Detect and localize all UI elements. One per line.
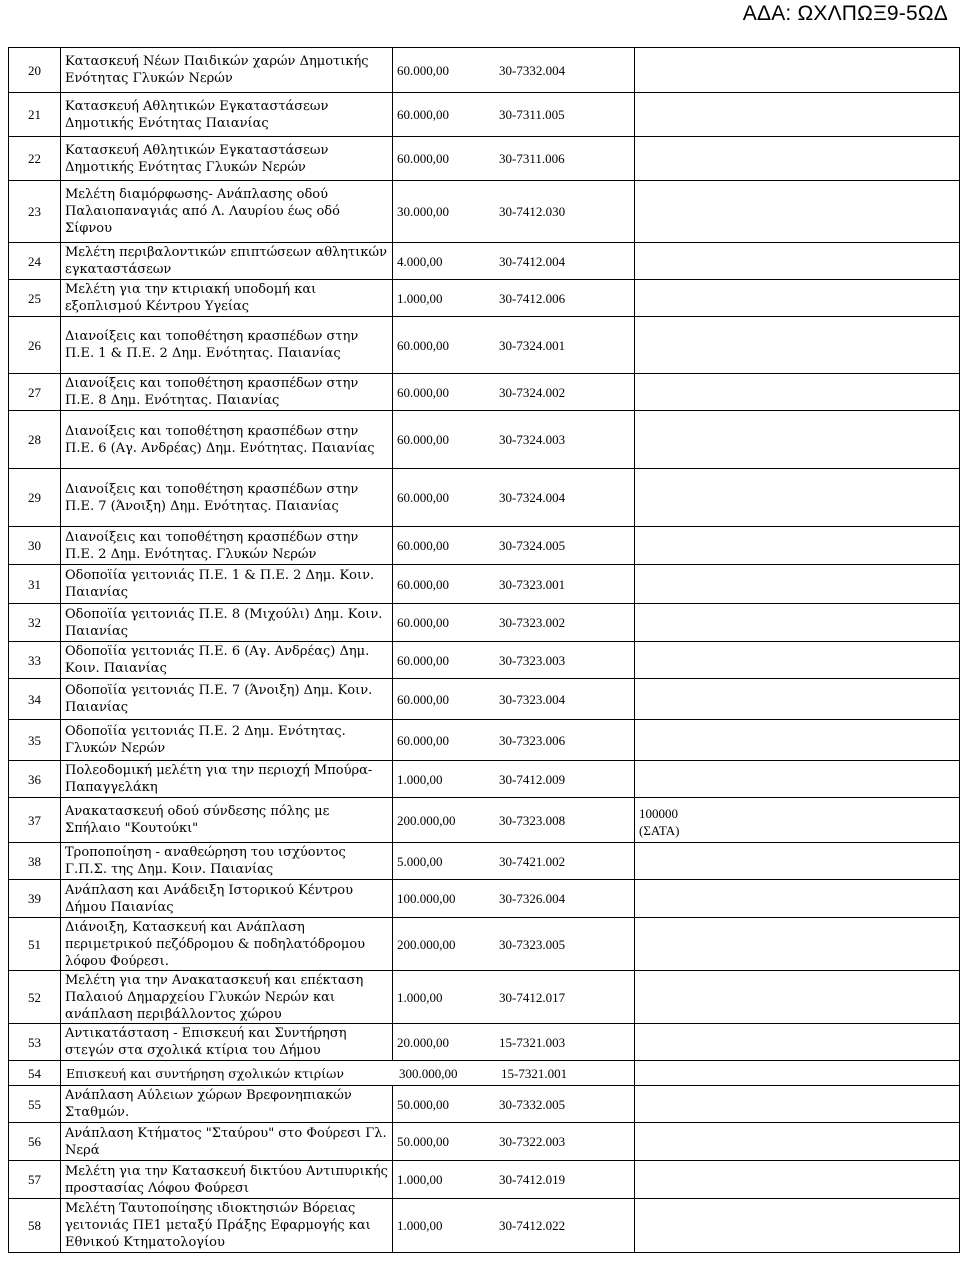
row-number: 30 [9, 527, 61, 565]
row-description: Μελέτη για την Κατασκευή δικτύου Αντιπυρικής προστασίας Λόφου Φούρεσι [61, 1161, 393, 1199]
row-code: 30-7412.006 [499, 290, 566, 306]
row-description: Διάνοιξη, Κατασκευή και Ανάπλαση περιμετρικού πεζόδρομου & ποδηλατόδρομου λόφου Φούρεσι. [61, 918, 393, 971]
row-description: Διανοίξεις και τοποθέτηση κρασπέδων στην Π.Ε. 8 Δημ. Ενότητας. Παιανίας [61, 374, 393, 411]
row-code: 15-7321.003 [499, 1034, 566, 1050]
row-value-cell [393, 48, 635, 93]
row-number: 52 [9, 971, 61, 1024]
row-code: 15-7321.001 [501, 1065, 568, 1081]
empty-cell [635, 604, 960, 642]
row-value-cell [393, 181, 635, 243]
row-code: 30-7324.002 [499, 384, 566, 400]
row-code: 30-7323.004 [499, 691, 566, 707]
row-code: 30-7421.002 [499, 853, 566, 869]
empty-cell [635, 843, 960, 880]
row-amount: 60.000,00 [397, 652, 449, 668]
row-value-cell [393, 411, 635, 469]
table-row [9, 565, 960, 604]
row-amount: 50.000,00 [397, 1096, 449, 1112]
table-row [9, 374, 960, 411]
row-amount: 60.000,00 [397, 732, 449, 748]
row-description: Ανάπλαση Κτήματος "Σταύρου" στο Φούρεσι Γλ. Νερά [61, 1123, 393, 1161]
row-number: 37 [9, 798, 61, 843]
empty-cell [635, 48, 960, 93]
table-row [9, 679, 960, 720]
row-number: 32 [9, 604, 61, 642]
table-row [9, 1123, 960, 1161]
row-description: Οδοποϊία γειτονιάς Π.Ε. 7 (Άνοιξη) Δημ. Κοιν. Παιανίας [61, 679, 393, 720]
row-amount: 60.000,00 [397, 62, 449, 78]
row-number: 33 [9, 642, 61, 679]
row-number: 51 [9, 918, 61, 971]
row-note [635, 798, 960, 843]
row-value-cell [393, 469, 635, 527]
row-value-cell [393, 527, 635, 565]
empty-cell [635, 469, 960, 527]
empty-cell [635, 1086, 960, 1123]
row-value-cell [393, 1161, 635, 1199]
row-number: 27 [9, 374, 61, 411]
table-row [9, 317, 960, 374]
row-description: Ανάπλαση και Ανάδειξη Ιστορικού Κέντρου Δήμου Παιανίας [61, 880, 393, 918]
row-description: Μελέτη Ταυτοποίησης ιδιοκτησιών Βόρειας γειτονιάς ΠΕ1 μεταξύ Πράξης Εφαρμογής και Εθνικού Κτηματολογίου [61, 1199, 393, 1253]
table-row [9, 181, 960, 243]
empty-cell [635, 411, 960, 469]
row-number: 31 [9, 565, 61, 604]
table-row [9, 243, 960, 280]
row-description: Διανοίξεις και τοποθέτηση κρασπέδων στην Π.Ε. 6 (Αγ. Ανδρέας) Δημ. Ενότητας. Παιανίας [61, 411, 393, 469]
empty-cell [635, 565, 960, 604]
row-description: Οδοποϊία γειτονιάς Π.Ε. 6 (Αγ. Ανδρέας) Δημ. Κοιν. Παιανίας [61, 642, 393, 679]
row-value-cell [393, 1123, 635, 1161]
row-description: Τροποποίηση - αναθεώρηση του ισχύοντος Γ.Π.Σ. της Δημ. Κοιν. Παιανίας [61, 843, 393, 880]
row-value-cell [393, 374, 635, 411]
row-number: 24 [9, 243, 61, 280]
row-value-cell [393, 137, 635, 181]
table-row [9, 1024, 960, 1061]
merged-cell [61, 1061, 635, 1086]
row-amount: 200.000,00 [397, 936, 456, 952]
empty-cell [635, 642, 960, 679]
empty-cell [635, 317, 960, 374]
row-number: 36 [9, 761, 61, 798]
row-value-cell [393, 1024, 635, 1061]
row-amount: 4.000,00 [397, 253, 443, 269]
table-row [9, 48, 960, 93]
row-code: 30-7311.005 [499, 107, 565, 122]
empty-cell [635, 527, 960, 565]
row-amount: 1.000,00 [397, 771, 443, 787]
table-row [9, 93, 960, 137]
row-amount: 50.000,00 [397, 1134, 449, 1149]
row-code: 30-7332.005 [499, 1096, 566, 1112]
empty-cell [635, 93, 960, 137]
empty-cell [635, 918, 960, 971]
row-code: 30-7324.001 [499, 337, 566, 353]
row-number: 25 [9, 280, 61, 317]
row-description: Μελέτη για την κτιριακή υποδομή και εξοπλισμού Κέντρου Υγείας [61, 280, 393, 317]
row-code: 30-7323.002 [499, 615, 566, 630]
row-amount: 60.000,00 [397, 384, 449, 400]
row-number: 53 [9, 1024, 61, 1061]
row-description: Μελέτη περιβαλοντικών επιπτώσεων αθλητικών εγκαταστάσεων [61, 243, 393, 280]
row-value-cell [393, 843, 635, 880]
row-number: 20 [9, 48, 61, 93]
row-value-cell [393, 720, 635, 761]
row-value-cell [393, 280, 635, 317]
empty-cell [635, 720, 960, 761]
empty-cell [635, 1123, 960, 1161]
row-number: 22 [9, 137, 61, 181]
table-row [9, 1061, 960, 1086]
row-number: 29 [9, 469, 61, 527]
row-code: 30-7323.006 [499, 732, 566, 748]
row-code: 30-7324.004 [499, 490, 566, 505]
row-description: Επισκευή και συντήρηση σχολικών κτιρίων [66, 1065, 344, 1081]
row-number: 23 [9, 181, 61, 243]
row-value-cell [393, 642, 635, 679]
table-row [9, 642, 960, 679]
row-description: Οδοποϊία γειτονιάς Π.Ε. 8 (Μιχούλι) Δημ. Κοιν. Παιανίας [61, 604, 393, 642]
row-value-cell [393, 918, 635, 971]
empty-cell [635, 679, 960, 720]
row-code: 30-7412.017 [499, 989, 566, 1005]
table-row [9, 411, 960, 469]
row-value-cell [393, 93, 635, 137]
row-amount: 60.000,00 [397, 576, 449, 592]
row-amount: 100.000,00 [397, 891, 456, 906]
row-code: 30-7412.009 [499, 771, 566, 787]
row-value-cell [393, 679, 635, 720]
table-row [9, 918, 960, 971]
empty-cell [635, 374, 960, 411]
table-row [9, 761, 960, 798]
row-number: 58 [9, 1199, 61, 1253]
row-description: Αντικατάσταση - Επισκευή και Συντήρηση στεγών στα σχολικά κτίρια του Δήμου [61, 1024, 393, 1061]
row-code: 30-7326.004 [499, 891, 566, 906]
row-description: Ανακατασκευή οδού σύνδεσης πόλης με Σπήλαιο "Κουτούκι" [61, 798, 393, 843]
budget-table [8, 47, 960, 1253]
table-row [9, 1086, 960, 1123]
row-value-cell [393, 971, 635, 1024]
row-value-cell [393, 761, 635, 798]
row-code: 30-7324.003 [499, 432, 566, 447]
row-value-cell [393, 317, 635, 374]
empty-cell [635, 1161, 960, 1199]
empty-cell [635, 880, 960, 918]
row-amount: 1.000,00 [397, 989, 443, 1005]
empty-cell [635, 1024, 960, 1061]
row-value-cell [393, 1086, 635, 1123]
table-row [9, 1199, 960, 1253]
table-row [9, 137, 960, 181]
row-number: 28 [9, 411, 61, 469]
table-row [9, 798, 960, 843]
table-row [9, 527, 960, 565]
row-number: 56 [9, 1123, 61, 1161]
row-amount: 1.000,00 [397, 1218, 443, 1233]
row-code: 30-7322.003 [499, 1134, 566, 1149]
row-number: 54 [9, 1061, 61, 1086]
row-number: 34 [9, 679, 61, 720]
row-description: Κατασκευή Νέων Παιδικών χαρών Δημοτικής Ενότητας Γλυκών Νερών [61, 48, 393, 93]
empty-cell [635, 971, 960, 1024]
row-value-cell [393, 798, 635, 843]
table-row [9, 280, 960, 317]
row-amount: 200.000,00 [397, 812, 456, 828]
row-value-cell [393, 243, 635, 280]
row-amount: 60.000,00 [397, 691, 449, 707]
table-row [9, 469, 960, 527]
row-description: Κατασκευή Αθλητικών Εγκαταστάσεων Δημοτικής Ενότητας Παιανίας [61, 93, 393, 137]
empty-cell [635, 761, 960, 798]
row-code: 30-7323.008 [499, 812, 566, 828]
empty-cell [635, 243, 960, 280]
table-row [9, 604, 960, 642]
row-description: Μελέτη διαμόρφωσης- Ανάπλασης οδού Παλαιοπαναγιάς από Λ. Λαυρίου έως οδό Σίφνου [61, 181, 393, 243]
row-number: 55 [9, 1086, 61, 1123]
row-amount: 1.000,00 [397, 290, 443, 306]
row-description: Διανοίξεις και τοποθέτηση κρασπέδων στην Π.Ε. 2 Δημ. Ενότητας. Γλυκών Νερών [61, 527, 393, 565]
row-code: 30-7323.003 [499, 652, 566, 668]
row-code: 30-7332.004 [499, 62, 566, 78]
row-code: 30-7412.022 [499, 1218, 566, 1233]
row-code: 30-7311.006 [499, 151, 565, 166]
row-amount: 5.000,00 [397, 853, 443, 869]
table-row [9, 880, 960, 918]
row-code: 30-7412.019 [499, 1172, 566, 1187]
row-amount: 30.000,00 [397, 204, 449, 219]
row-description: Διανοίξεις και τοποθέτηση κρασπέδων στην Π.Ε. 1 & Π.Ε. 2 Δημ. Ενότητας. Παιανίας [61, 317, 393, 374]
empty-cell [635, 1061, 960, 1086]
row-number: 39 [9, 880, 61, 918]
row-amount: 300.000,00 [399, 1065, 458, 1081]
row-number: 57 [9, 1161, 61, 1199]
empty-cell [635, 1199, 960, 1253]
table-row [9, 1161, 960, 1199]
row-value-cell [393, 1199, 635, 1253]
empty-cell [635, 137, 960, 181]
row-code: 30-7412.030 [499, 204, 566, 219]
row-code: 30-7412.004 [499, 253, 566, 269]
row-description: Ανάπλαση Αύλειων χώρων Βρεφονηπιακών Σταθμών. [61, 1086, 393, 1123]
row-number: 26 [9, 317, 61, 374]
row-amount: 60.000,00 [397, 615, 449, 630]
table-row [9, 971, 960, 1024]
row-amount: 60.000,00 [397, 432, 449, 447]
empty-cell [635, 280, 960, 317]
row-number: 38 [9, 843, 61, 880]
row-value-cell [393, 604, 635, 642]
row-number: 21 [9, 93, 61, 137]
row-description: Μελέτη για την Ανακατασκευή και επέκταση Παλαιού Δημαρχείου Γλυκών Νερών και ανάπλαση περιβάλλοντος χώρου [61, 971, 393, 1024]
row-description: Κατασκευή Αθλητικών Εγκαταστάσεων Δημοτικής Ενότητας Γλυκών Νερών [61, 137, 393, 181]
table-row [9, 720, 960, 761]
row-description: Διανοίξεις και τοποθέτηση κρασπέδων στην Π.Ε. 7 (Άνοιξη) Δημ. Ενότητας. Παιανίας [61, 469, 393, 527]
row-amount: 60.000,00 [397, 151, 449, 166]
ada-header: ΑΔΑ: ΩΧΛΠΩΞ9-5ΩΔ [742, 2, 948, 25]
row-amount: 20.000,00 [397, 1034, 449, 1050]
row-code: 30-7323.005 [499, 936, 566, 952]
row-code: 30-7324.005 [499, 538, 566, 553]
row-value-cell [393, 880, 635, 918]
row-amount: 60.000,00 [397, 337, 449, 353]
row-amount: 60.000,00 [397, 107, 449, 122]
empty-cell [635, 181, 960, 243]
row-description: Οδοποϊία γειτονιάς Π.Ε. 1 & Π.Ε. 2 Δημ. Κοιν. Παιανίας [61, 565, 393, 604]
row-code: 30-7323.001 [499, 576, 566, 592]
row-description: Πολεοδομική μελέτη για την περιοχή Μπούρα- Παπαγγελάκη [61, 761, 393, 798]
row-amount: 60.000,00 [397, 538, 449, 553]
row-value-cell [393, 565, 635, 604]
row-description: Οδοποϊία γειτονιάς Π.Ε. 2 Δημ. Ενότητας. Γλυκών Νερών [61, 720, 393, 761]
note-text: 100000 (ΣΑΤΑ) [639, 806, 680, 838]
row-number: 35 [9, 720, 61, 761]
row-amount: 1.000,00 [397, 1172, 443, 1187]
row-amount: 60.000,00 [397, 490, 449, 505]
table-row [9, 843, 960, 880]
